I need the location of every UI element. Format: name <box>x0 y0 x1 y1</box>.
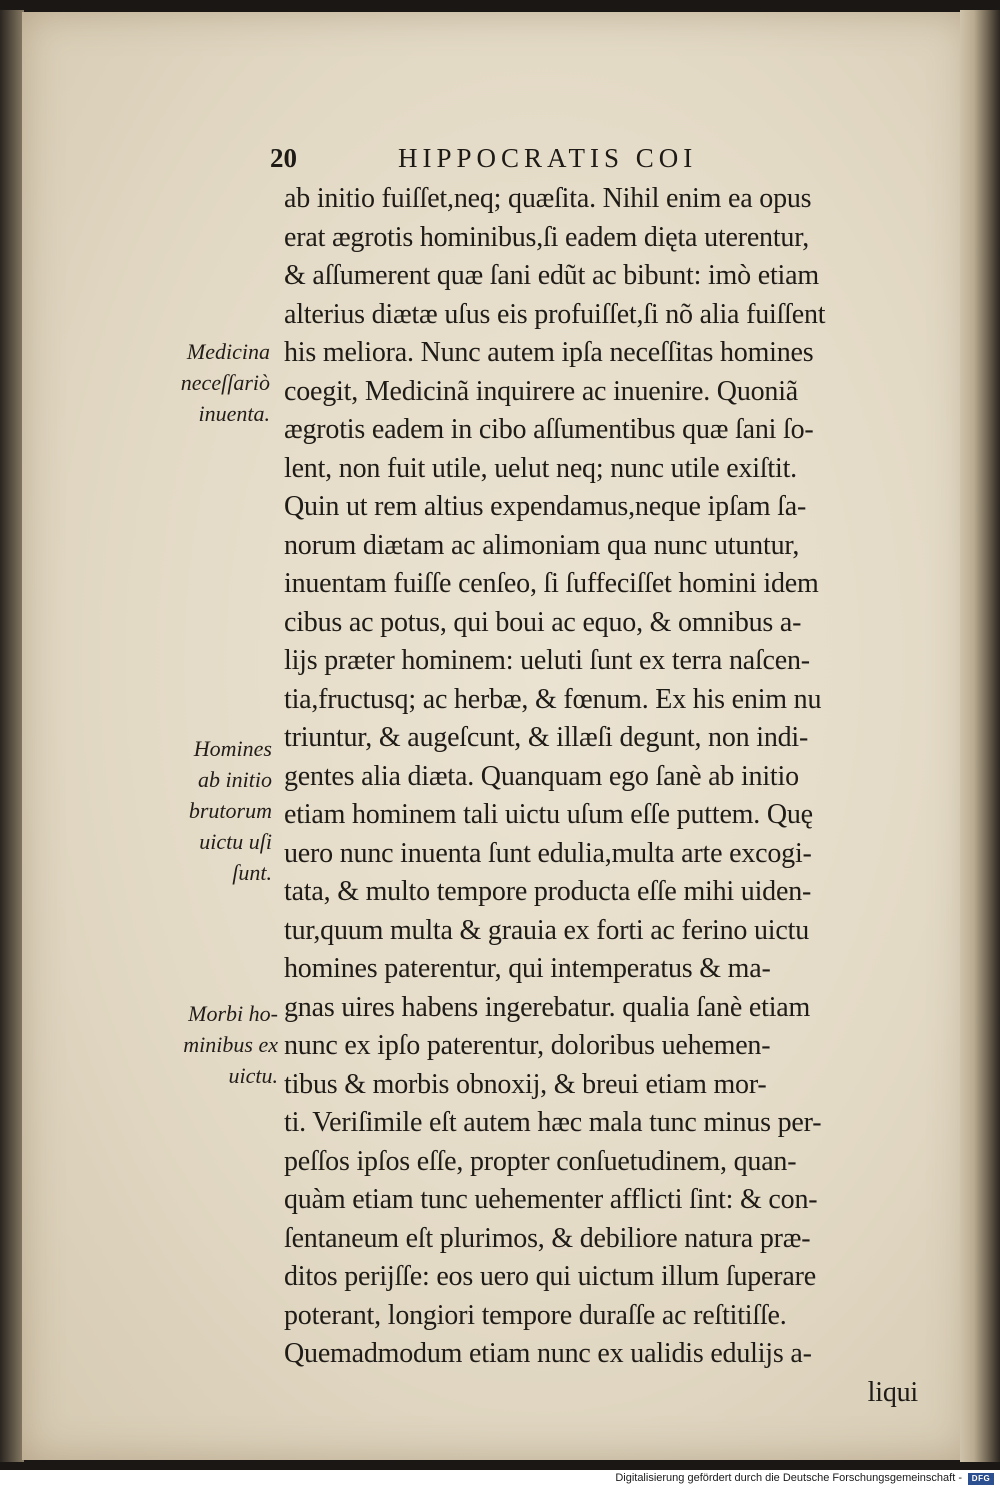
text-line: tia,fructusq; ac herbæ, & fœnum. Ex his enim nu <box>284 683 822 715</box>
marginal-note-line: Morbi ho- <box>188 1001 278 1026</box>
marginal-note-line: ſunt. <box>232 860 272 885</box>
text-line: ditos perijſſe: eos uero qui uictum illum ſuperare <box>284 1261 816 1292</box>
text-line: inuentam fuiſſe cenſeo, ſi ſuffeciſſet homini idem <box>284 568 819 599</box>
text-line: ab initio fuiſſet,neq; quæſita. Nihil enim ea opus <box>284 183 812 214</box>
text-line: homines paterentur, qui intemperatus & ma- <box>284 953 771 984</box>
text-line: tur,quum multa & grauia ex forti ac ferino uictu <box>284 914 809 946</box>
text-line: Quemadmodum etiam nunc ex ualidis edulijs a- <box>284 1338 812 1369</box>
dfg-logo-icon: DFG <box>968 1473 994 1485</box>
funding-credit: Digitalisierung gefördert durch die Deutsche Forschungsgemeinschaft - <box>615 1472 962 1484</box>
text-line: norum diætam ac alimoniam qua nunc utuntur, <box>284 529 800 561</box>
main-text-block <box>284 180 924 1412</box>
marginal-note-line: ab initio <box>198 767 272 792</box>
text-line: ægrotis eadem in cibo aſſumentibus quæ ſani ſo- <box>284 414 814 445</box>
marginal-note-line: Medicina <box>186 339 270 364</box>
text-line: & aſſumerent quæ ſani edũt ac bibunt: imò etiam <box>284 260 819 291</box>
text-line: cibus ac potus, qui boui ac equo, & omnibus a- <box>284 606 802 638</box>
text-line: triuntur, & augeſcunt, & illæſi degunt, non indi- <box>284 722 809 753</box>
text-line: uero nunc inuenta ſunt edulia,multa arte excogi- <box>284 837 812 869</box>
text-line: poterant, longiori tempore duraſſe ac reſtitiſſe. <box>284 1299 787 1331</box>
marginal-note-medicina <box>150 336 270 429</box>
page-edge-shadow <box>960 10 1000 1462</box>
text-line: Quin ut rem altius expendamus,neque ipſam ſa- <box>284 491 807 522</box>
marginal-note-line: neceſſariò <box>180 370 270 395</box>
text-line: his meliora. Nunc autem ipſa neceſſitas homines <box>284 337 814 368</box>
text-line: alterius diætæ uſus eis profuiſſet,ſi nõ alia fuiſſent <box>284 298 826 330</box>
marginal-note-line: brutorum <box>188 798 272 823</box>
text-line: erat ægrotis hominibus,ſi eadem dięta uterentur, <box>284 221 810 253</box>
text-line: lijs præter hominem: ueluti ſunt ex terra naſcen- <box>284 645 810 676</box>
page-header <box>270 143 810 177</box>
text-line: tata, & multo tempore producta eſſe mihi uiden- <box>284 876 812 907</box>
marginal-note-line: uictu uſi <box>199 829 272 854</box>
marginal-note-line: Homines <box>193 736 272 761</box>
binding-gutter <box>0 10 24 1462</box>
text-line: tibus & morbis obnoxij, & breui etiam mor- <box>284 1068 767 1100</box>
marginal-note-morbi <box>150 998 278 1091</box>
marginal-note-line: uictu. <box>228 1063 278 1088</box>
text-line: ſentaneum eſt plurimos, & debiliore natura præ- <box>284 1222 811 1254</box>
marginal-note-line: inuenta. <box>198 401 270 426</box>
text-line: etiam hominem tali uictu uſum eſſe puttem. Quę <box>284 799 813 830</box>
text-line: nunc ex ipſo paterentur, doloribus uehemen- <box>284 1030 771 1061</box>
text-line: gnas uires habens ingerebatur. qualia ſanè etiam <box>284 991 811 1023</box>
text-line: coegit, Medicinã inquirere ac inuenire. Quoniã <box>284 375 799 407</box>
text-line: gentes alia diæta. Quanquam ego ſanè ab initio <box>284 760 799 792</box>
text-line: ti. Veriſimile eſt autem hæc mala tunc minus per- <box>284 1107 822 1138</box>
digitization-footer <box>0 1470 1000 1488</box>
text-line: lent, non fuit utile, uelut neq; nunc utile exiſtit. <box>284 452 797 484</box>
page-number: 20 <box>270 143 297 173</box>
text-line: quàm etiam tunc uehementer afflicti ſint: & con- <box>284 1184 818 1215</box>
running-title: HIPPOCRATIS COI <box>398 143 698 173</box>
catchword: liqui <box>867 1376 918 1408</box>
marginal-note-homines <box>150 733 272 888</box>
text-line: peſſos ipſos eſſe, propter conſuetudinem, quan- <box>284 1145 797 1177</box>
marginal-note-line: minibus ex <box>183 1032 278 1057</box>
